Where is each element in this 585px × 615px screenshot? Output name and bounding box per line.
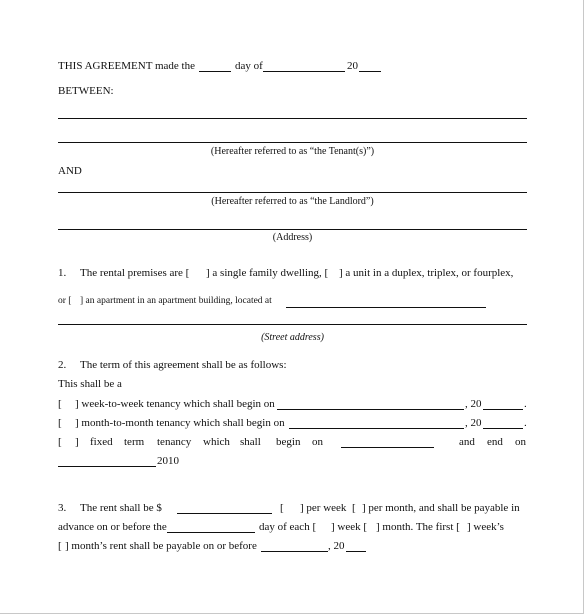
monthly-tenancy-label: ] month-to-month tenancy which shall begin on (75, 417, 285, 429)
weekly-checkbox[interactable]: [ (58, 398, 62, 410)
landlord-caption: (Hereafter referred to as “the Landlord”) (211, 196, 374, 207)
weekly-year-prefix: , 20 (465, 398, 482, 410)
day-blank[interactable] (199, 71, 231, 72)
per-month-checkbox[interactable]: [ (352, 502, 356, 514)
section-1-number: 1. (58, 267, 67, 279)
fixed-and: and (459, 436, 475, 448)
per-week-label: ] per week (300, 502, 347, 514)
street-address-caption: (Street address) (261, 332, 324, 343)
single-family-option: ] a single family dwelling, [ (206, 267, 329, 279)
street-address-line[interactable] (58, 324, 527, 325)
month-first-option: ] month. The first [ (376, 521, 460, 533)
landlord-name-line[interactable] (58, 192, 527, 193)
fixed-end-blank[interactable] (58, 466, 156, 467)
rent-amount-blank[interactable] (177, 513, 272, 514)
day-of-each-label: day of each [ (259, 521, 317, 533)
first-payment-year-prefix: , 20 (328, 540, 345, 552)
per-week-checkbox[interactable]: [ (280, 502, 284, 514)
lease-document-page: THIS AGREEMENT made the day of 20 BETWEEN: (Hereafter referred to as “the Tenant(s)”) AND (Hereafter referred to as “the Landlord”) (Address) 1. The rental premises are [ ] a single family dwelling, [ ] a unit in a duplex, triplex, or fourplex, or [ ] an apartment in an apartment building, located at (Street address) 2. The term of this agreement shall be as follows: This shall be a [ ] week-to-week tenancy which shall begin on , 20 . [ ] month-to-month tenancy which shall begin on , 20 . [ ] fixed term tenancy which shall begin on and end on 2010 3. The rent shall be $ [ ] per week [ ] per month, and shall be payable in advance on or before the day of each [ ] week [ ] month. The first [ ] week’s [ ] month’s rent shall be payable on or before , 20 (0, 0, 584, 614)
advance-label: advance on or before the (58, 521, 167, 533)
located-at-blank[interactable] (286, 307, 486, 308)
monthly-year-blank[interactable] (483, 428, 523, 429)
fixed-on: on (515, 436, 526, 448)
weekly-tenancy-label: ] week-to-week tenancy which shall begin on (75, 398, 275, 410)
this-shall-be-label: This shall be a (58, 378, 122, 390)
per-month-label: ] per month, and shall be payable in (362, 502, 520, 514)
monthly-year-prefix: , 20 (465, 417, 482, 429)
weekly-year-blank[interactable] (483, 409, 523, 410)
address-caption: (Address) (272, 232, 313, 243)
months-checkbox[interactable]: [ (58, 540, 62, 552)
term-heading: The term of this agreement shall be as follows: (80, 359, 287, 371)
first-payment-date-blank[interactable] (261, 551, 328, 552)
weekly-start-blank[interactable] (277, 409, 464, 410)
agreement-made-label: THIS AGREEMENT made the (58, 60, 195, 72)
section-3-number: 3. (58, 502, 67, 514)
tenant-name-line-1[interactable] (58, 118, 527, 119)
section-2-number: 2. (58, 359, 67, 371)
tenant-name-line-2[interactable] (58, 142, 527, 143)
tenant-caption: (Hereafter referred to as “the Tenant(s)”) (210, 146, 375, 157)
rent-label: The rent shall be $ (80, 502, 162, 514)
fixed-year: 2010 (157, 455, 179, 467)
year-blank[interactable] (359, 71, 381, 72)
fixed-word: fixed (90, 436, 113, 448)
week-option: ] week [ (331, 521, 368, 533)
rental-premises-label: The rental premises are [ (80, 267, 190, 279)
and-label: AND (58, 165, 82, 177)
fixed-start-blank[interactable] (341, 447, 434, 448)
apartment-option: ] an apartment in an apartment building, located at (80, 296, 272, 306)
fixed-checkbox[interactable]: [ (58, 436, 62, 448)
address-line[interactable] (58, 229, 527, 230)
first-payment-year-blank[interactable] (346, 551, 366, 552)
day-of-label: day of (235, 60, 263, 72)
fixed-end: end (487, 436, 503, 448)
months-rent-label: ] month’s rent shall be payable on or before (65, 540, 257, 552)
between-label: BETWEEN: (58, 85, 114, 97)
monthly-checkbox[interactable]: [ (58, 417, 62, 429)
multi-unit-option: ] a unit in a duplex, triplex, or fourplex, (339, 267, 514, 279)
weeks-label: ] week’s (467, 521, 504, 533)
monthly-start-blank[interactable] (289, 428, 464, 429)
payment-day-blank[interactable] (167, 532, 255, 533)
apartment-bracket-open: or [ (58, 296, 72, 306)
year-prefix: 20 (347, 60, 358, 72)
month-blank[interactable] (263, 71, 345, 72)
